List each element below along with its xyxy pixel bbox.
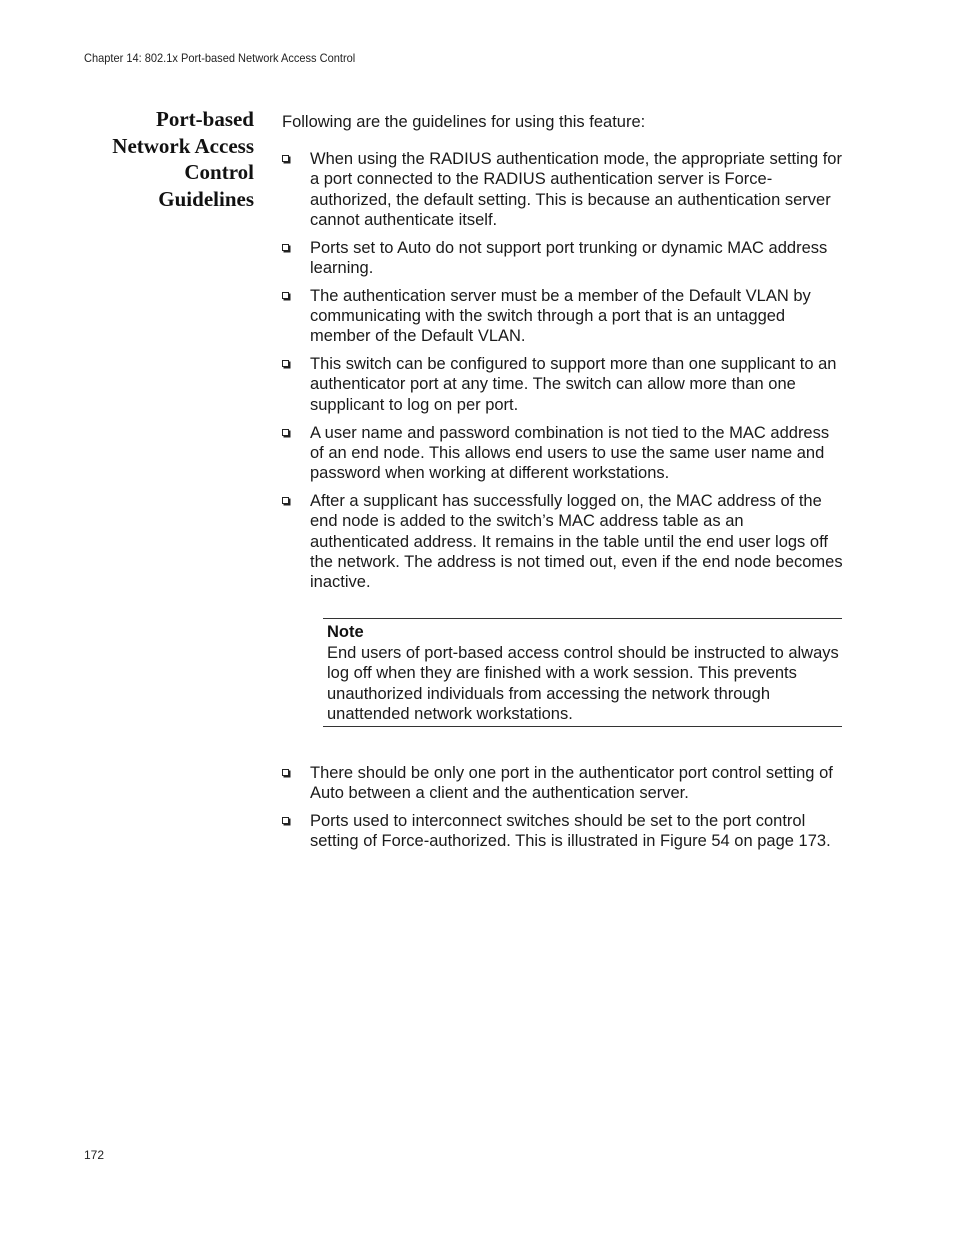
list-item-text: When using the RADIUS authentication mode, the appropriate setting for a port connected to the RADIUS authentication server is Force-authorized, the default setting. This is because an authentication server cannot authenticate itself. — [310, 150, 842, 229]
list-item-text: The authentication server must be a member of the Default VLAN by communicating with the switch through a port that is an untagged member of the Default VLAN. — [310, 286, 811, 346]
list-item — [282, 354, 844, 415]
guideline-list-continued — [282, 763, 844, 852]
note-box — [323, 618, 842, 727]
note-label: Note — [327, 623, 364, 641]
list-item — [282, 238, 844, 279]
page-number: 172 — [84, 1148, 105, 1162]
checkbox-bullet-icon — [282, 769, 289, 776]
list-item-text: After a supplicant has successfully logged on, the MAC address of the end node is added to the switch’s MAC address table as an authenticated address. It remains in the table until the end user logs off the network. The address is not timed out, even if the end node becomes inactive. — [310, 491, 843, 592]
list-item — [282, 763, 844, 804]
checkbox-bullet-icon — [282, 244, 289, 251]
checkbox-bullet-icon — [282, 292, 289, 299]
note-text: End users of port-based access control should be instructed to always log off when they are finished with a work session. This prevents unauthorized individuals from accessing the network through unattended network workstations. — [327, 644, 839, 723]
section-heading-line: Network Access — [112, 133, 254, 158]
list-item — [282, 491, 844, 592]
list-item-text: Ports used to interconnect switches should be set to the port control setting of Force-authorized. This is illustrated in Figure 54 on page 173. — [310, 812, 831, 851]
section-heading-line: Guidelines — [158, 186, 254, 211]
list-item-text: There should be only one port in the authenticator port control setting of Auto between a client and the authentication server. — [310, 764, 833, 803]
running-header: Chapter 14: 802.1x Port-based Network Access Control — [84, 51, 356, 65]
list-item-text: This switch can be configured to support more than one supplicant to an authenticator port at any time. The switch can allow more than one supplicant to log on per port. — [310, 355, 837, 414]
checkbox-bullet-icon — [282, 155, 289, 162]
section-heading-line: Port-based — [156, 107, 254, 131]
list-item — [282, 286, 844, 347]
guideline-list — [282, 149, 844, 592]
section-heading — [90, 106, 254, 212]
list-item-text: Ports set to Auto do not support port trunking or dynamic MAC address learning. — [310, 238, 828, 277]
checkbox-bullet-icon — [282, 360, 289, 367]
intro-paragraph: Following are the guidelines for using this feature: — [282, 113, 646, 131]
section-heading-line: Control — [184, 160, 254, 185]
list-item — [282, 423, 844, 484]
checkbox-bullet-icon — [282, 817, 289, 824]
list-item — [282, 811, 844, 852]
list-item-text: A user name and password combination is not tied to the MAC address of an end node. This allows end users to use the same user name and password when working at different workstations. — [310, 423, 830, 483]
checkbox-bullet-icon — [282, 429, 289, 436]
list-item — [282, 149, 844, 230]
checkbox-bullet-icon — [282, 497, 289, 504]
